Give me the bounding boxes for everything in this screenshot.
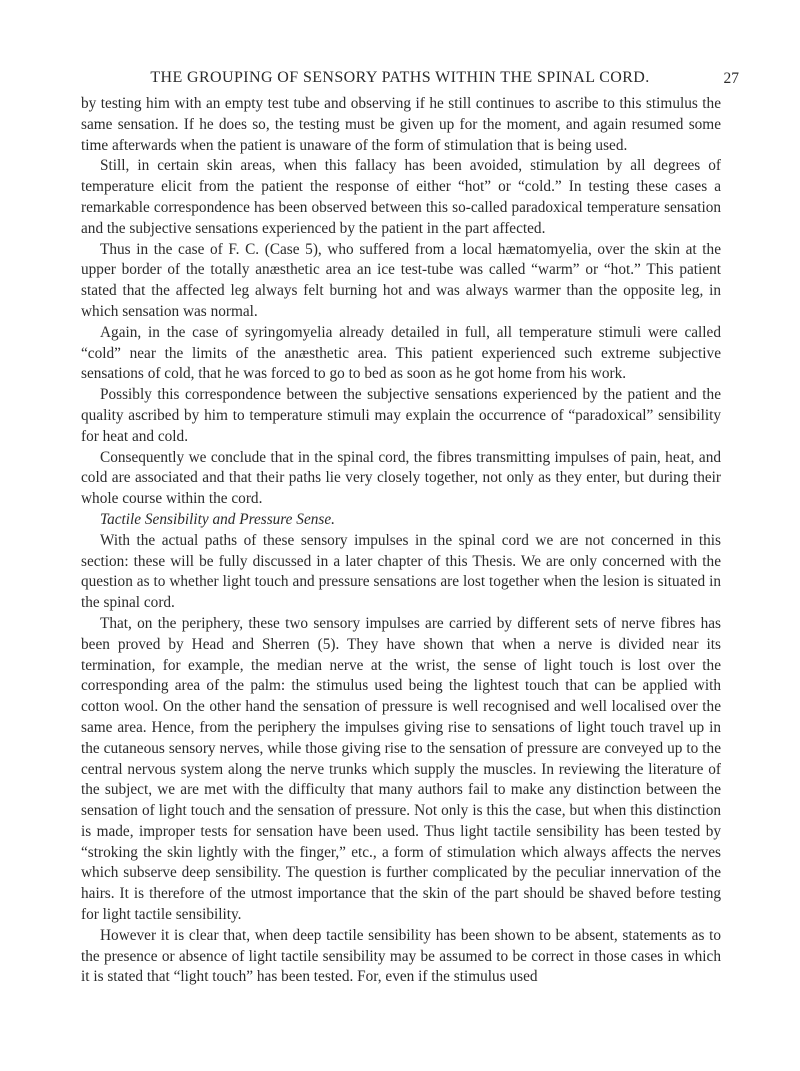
paragraph-section-scope: With the actual paths of these sensory impulses in the spinal cord we are not concerned in this section: these will be fully discussed in a later chapter of this Thesis. We are only concerned with the question as to whether light touch and pressure sensations are lost together when the lesion is situated in the spinal cord. bbox=[81, 531, 721, 612]
paragraph-case-fc: Thus in the case of F. C. (Case 5), who suffered from a local hæmatomyelia, over the skin at the upper border of the totally anæsthetic area an ice test-tube was called “warm” or “hot.” This patient stated that the affected leg always felt burning hot and was always warmer than the opposite leg, in which sensation was normal. bbox=[81, 240, 721, 320]
body-text bbox=[81, 94, 721, 988]
paragraph-correspondence: Possibly this correspondence between the subjective sensations experienced by the patient and the quality ascribed by him to temperature stimuli may explain the occurrence of “paradoxical” sensibility for heat and cold. bbox=[81, 386, 721, 445]
page-number: 27 bbox=[723, 70, 739, 87]
paragraph-conclusion: Consequently we conclude that in the spinal cord, the fibres transmitting impulses of pain, heat, and cold are associated and that their paths lie very closely together, not only as they enter, but during their whole course within the cord. bbox=[81, 448, 721, 508]
running-head bbox=[0, 66, 800, 90]
paragraph-continuation: by testing him with an empty test tube and observing if he still continues to ascribe to this stimulus the same sensation. If he does so, the testing must be given up for the moment, and again resumed some time afterwards when the patient is unaware of the form of stimulation that is being used. bbox=[81, 95, 721, 154]
paragraph-syringomyelia: Again, in the case of syringomyelia already detailed in full, all temperature stimuli were called “cold” near the limits of the anæsthetic area. This patient experienced such extreme subjective sensations of cold, that he was forced to go to bed as soon as he got home from his work. bbox=[81, 323, 721, 383]
section-subheading: Tactile Sensibility and Pressure Sense. bbox=[100, 510, 335, 528]
running-title: THE GROUPING OF SENSORY PATHS WITHIN THE SPINAL CORD. bbox=[150, 69, 650, 86]
paragraph-paradoxical-response: Still, in certain skin areas, when this fallacy has been avoided, stimulation by all degrees of temperature elicit from the patient the response of either “hot” or “cold.” In testing these cases a remarkable correspondence has been observed between this so-called paradoxical temperature sensation and the subjective sensations experienced by the patient in the part affected. bbox=[81, 157, 721, 237]
paragraph-head-sherren: That, on the periphery, these two sensory impulses are carried by different sets of nerve fibres has been proved by Head and Sherren (5). They have shown that when a nerve is divided near its termination, for example, the median nerve at the wrist, the sense of light touch is lost over the corresponding area of the palm: the stimulus used being the lightest touch that can be applied with cotton wool. On the other hand the sensation of pressure is well recognised and well localised over the same area. Hence, from the periphery the impulses giving rise to sensations of light touch travel up in the cutaneous sensory nerves, while those giving rise to the sensation of pressure are conveyed up to the central nervous system along the nerve trunks which supply the muscles. In reviewing the literature of the subject, we are met with the difficulty that many authors fail to make any distinction between the sensation of light touch and the sensation of pressure. Not only is this the case, but when this distinction is made, improper tests for sensation have been used. Thus light tactile sensibility has been tested by “stroking the skin lightly with the finger,” etc., a form of stimulation which always affects the nerves which subserve deep sensibility. The question is further complicated by the peculiar innervation of the hairs. It is therefore of the utmost importance that the skin of the part should be shaved before testing for light tactile sensibility. bbox=[81, 614, 721, 924]
paragraph-deep-tactile: However it is clear that, when deep tactile sensibility has been shown to be absent, statements as to the presence or absence of light tactile sensibility may be assumed to be correct in those cases in which it is stated that “light touch” has been tested. For, even if the stimulus used bbox=[81, 926, 721, 986]
